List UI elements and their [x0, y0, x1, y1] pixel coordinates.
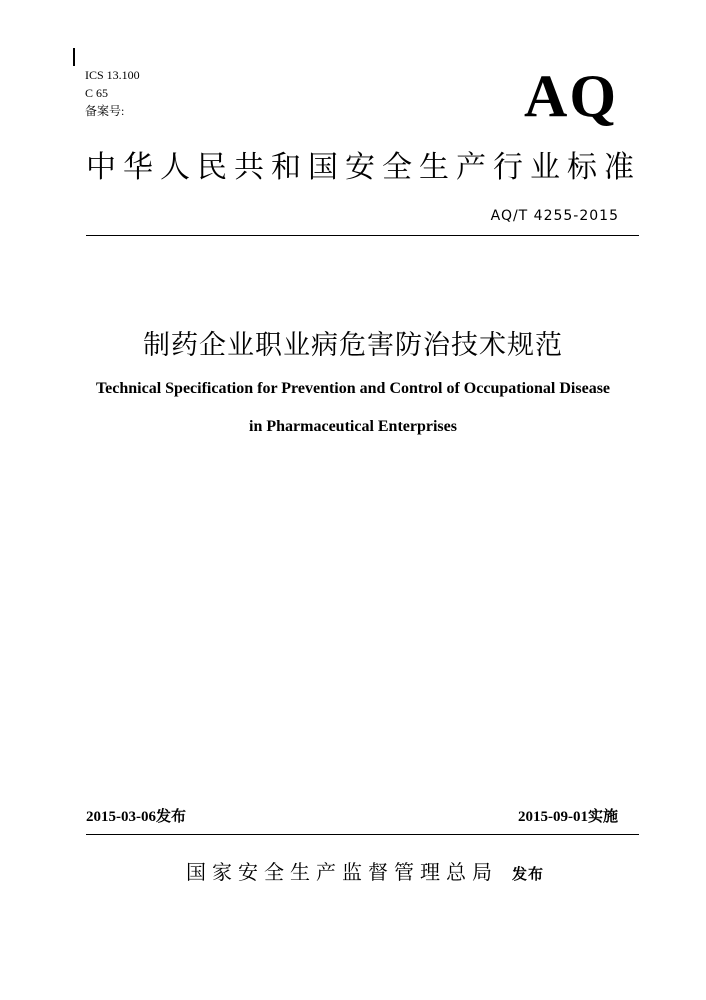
issue-date-block	[86, 805, 186, 828]
implementation-date-label: 实施	[587, 807, 618, 825]
footer-divider	[86, 834, 639, 835]
issue-date-label: 发布	[156, 807, 187, 825]
ccs-code: C 65	[85, 86, 109, 100]
implementation-date-block	[518, 805, 618, 828]
issuing-authority-block	[186, 857, 544, 889]
document-title-chinese: 制药企业职业病危害防治技术规范	[143, 330, 563, 361]
standard-number: AQ/T 4255-2015	[490, 208, 619, 224]
document-title-english-line-1: Technical Specification for Prevention and Control of Occupational Disease	[95, 380, 611, 397]
implementation-date: 2015-09-01	[517, 809, 588, 825]
document-title-english-line-2: in Pharmaceutical Enterprises	[249, 418, 457, 435]
ics-code: ICS 13.100	[85, 68, 140, 82]
issuing-authority-name: 国家安全生产监督管理总局	[186, 860, 498, 884]
issue-date: 2015-03-06	[86, 809, 156, 825]
issuing-authority-action: 发布	[512, 865, 545, 883]
standard-category-title: 中华人民共和国安全生产行业标准	[86, 150, 641, 185]
record-number-label: 备案号:	[85, 104, 125, 118]
text-cursor-mark	[73, 48, 75, 66]
aq-brand-mark: AQ	[524, 63, 618, 129]
header-divider	[86, 235, 639, 236]
classification-block	[85, 66, 140, 120]
